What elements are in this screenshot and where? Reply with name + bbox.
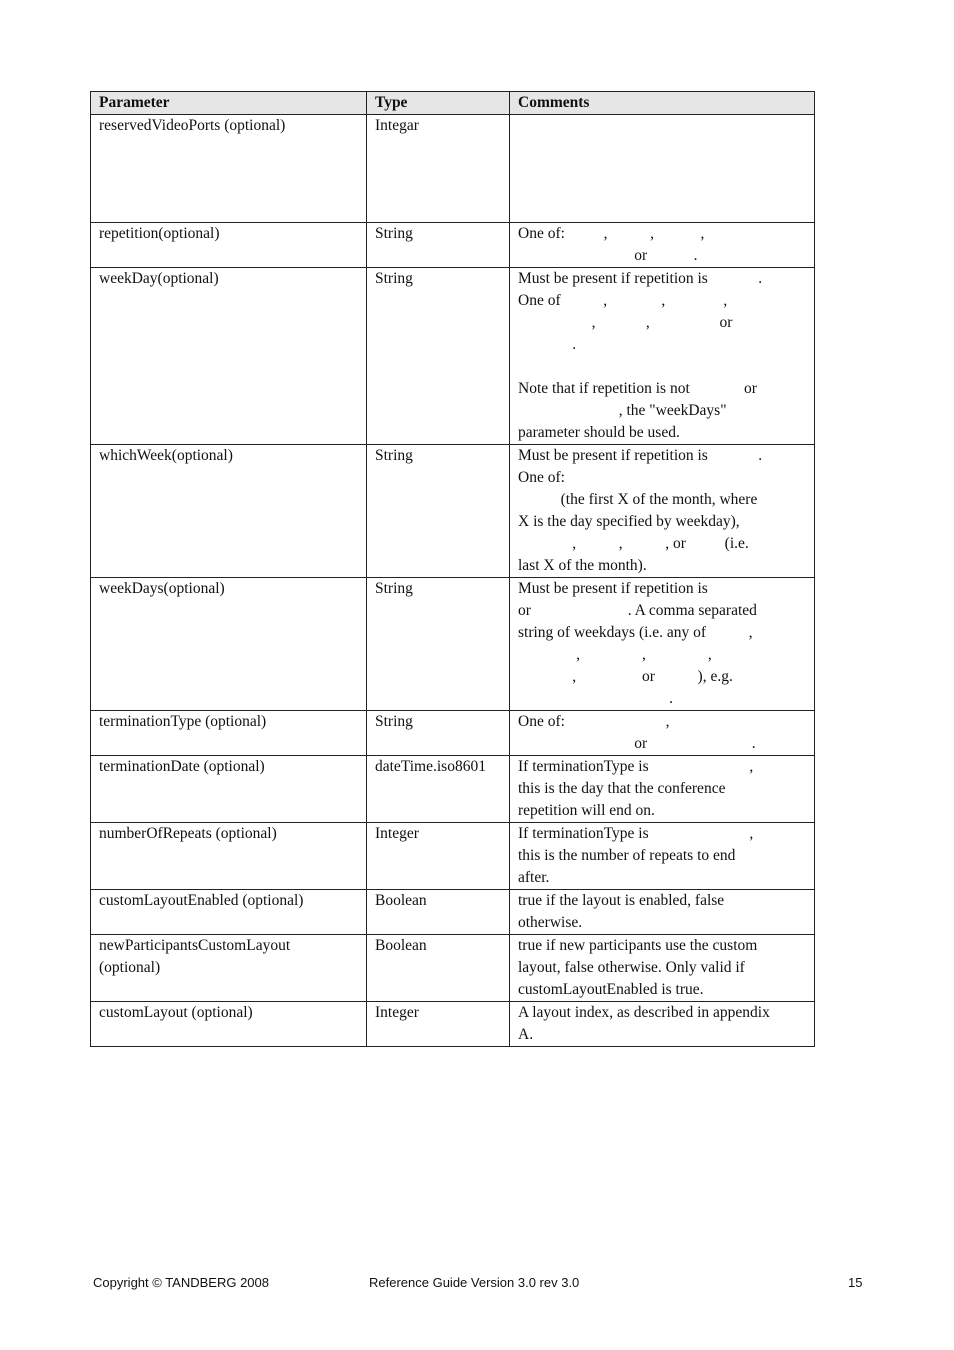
table-row xyxy=(91,935,815,1002)
table-row xyxy=(91,711,815,756)
table-row xyxy=(91,223,815,268)
type-cell: String xyxy=(367,711,510,756)
type-cell: Integer xyxy=(367,1002,510,1047)
header-type: Type xyxy=(367,92,510,115)
parameter-cell: numberOfRepeats (optional) xyxy=(91,823,367,890)
parameter-cell: weekDay(optional) xyxy=(91,268,367,445)
table-header-row xyxy=(91,92,815,115)
comment-cell: Must be present if repetition is . One of: (the first X of the month, where X is the day specified by weekday), , , , or (i.e. last X of the month). xyxy=(510,445,815,578)
header-parameter: Parameter xyxy=(91,92,367,115)
parameter-cell: terminationDate (optional) xyxy=(91,756,367,823)
footer-copyright: Copyright © TANDBERG 2008 xyxy=(93,1275,270,1290)
table-row xyxy=(91,1002,815,1047)
parameter-cell: newParticipantsCustomLayout (optional) xyxy=(91,935,367,1002)
parameter-cell: customLayout (optional) xyxy=(91,1002,367,1047)
table-row xyxy=(91,823,815,890)
header-comments: Comments xyxy=(510,92,815,115)
parameter-cell: reservedVideoPorts (optional) xyxy=(91,115,367,223)
type-cell: String xyxy=(367,223,510,268)
type-cell: String xyxy=(367,445,510,578)
footer-page-number: 15 xyxy=(848,1275,863,1290)
type-cell: Integar xyxy=(367,115,510,223)
parameter-cell: repetition(optional) xyxy=(91,223,367,268)
comment-cell: One of: , , , or . xyxy=(510,223,815,268)
type-cell: dateTime.iso8601 xyxy=(367,756,510,823)
footer-guide-version: Reference Guide Version 3.0 rev 3.0 xyxy=(369,1275,580,1290)
type-cell: Boolean xyxy=(367,890,510,935)
parameter-cell: weekDays(optional) xyxy=(91,578,367,711)
comment-cell: A layout index, as described in appendix A. xyxy=(510,1002,815,1047)
table-row xyxy=(91,115,815,223)
parameter-cell: whichWeek(optional) xyxy=(91,445,367,578)
table-row xyxy=(91,756,815,823)
table-row xyxy=(91,268,815,445)
comment-cell xyxy=(510,115,815,223)
comment-cell: Must be present if repetition is or . A comma separated string of weekdays (i.e. any of , , , , , or ), e.g. . xyxy=(510,578,815,711)
comment-cell: Must be present if repetition is . One of , , , , , or . Note that if repetition is not or , the "weekDays" parameter should be used. xyxy=(510,268,815,445)
parameter-cell: terminationType (optional) xyxy=(91,711,367,756)
parameter-cell: customLayoutEnabled (optional) xyxy=(91,890,367,935)
type-cell: String xyxy=(367,268,510,445)
parameter-table xyxy=(90,91,815,1047)
comment-cell: If terminationType is , this is the number of repeats to end after. xyxy=(510,823,815,890)
type-cell: Boolean xyxy=(367,935,510,1002)
comment-cell: If terminationType is , this is the day that the conference repetition will end on. xyxy=(510,756,815,823)
comment-cell: true if new participants use the custom layout, false otherwise. Only valid if customLayoutEnabled is true. xyxy=(510,935,815,1002)
comment-cell: true if the layout is enabled, false otherwise. xyxy=(510,890,815,935)
table-row xyxy=(91,445,815,578)
table-row xyxy=(91,890,815,935)
type-cell: String xyxy=(367,578,510,711)
table-body xyxy=(91,115,815,1047)
comment-cell: One of: , or . xyxy=(510,711,815,756)
type-cell: Integer xyxy=(367,823,510,890)
table-row xyxy=(91,578,815,711)
